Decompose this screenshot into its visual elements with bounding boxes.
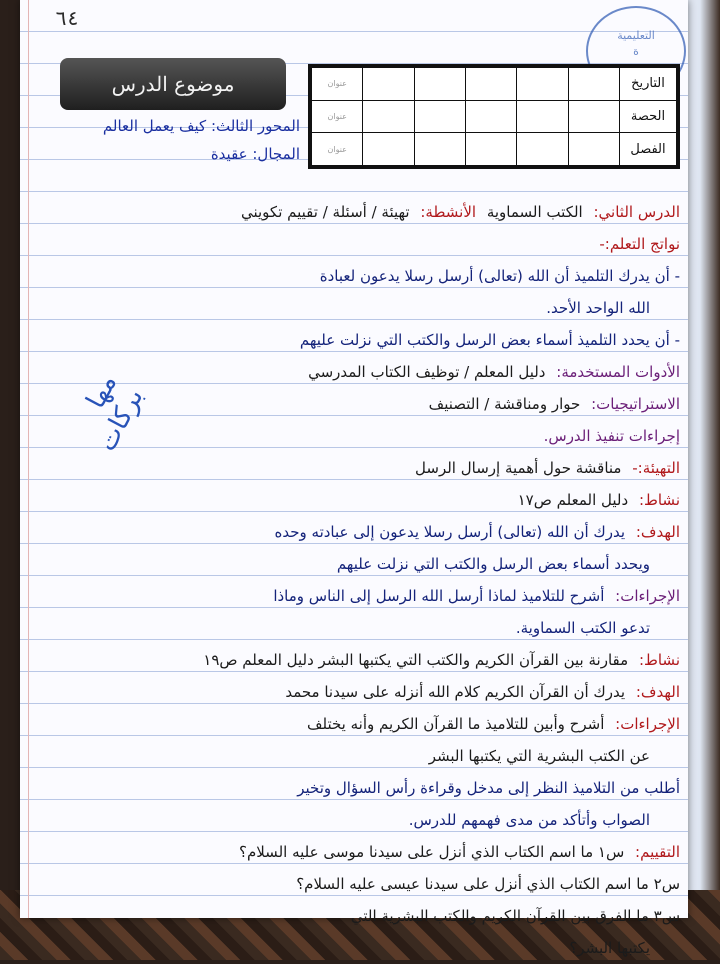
steps-text-b: تدعو الكتب السماوية. bbox=[515, 619, 650, 637]
tools-text: دليل المعلم / توظيف الكتاب المدرسي bbox=[308, 363, 546, 381]
margin-line bbox=[28, 0, 29, 918]
strategies-label: الاستراتيجيات: bbox=[591, 395, 680, 413]
eval-q2: س٢ ما اسم الكتاب الذي أنزل على سيدنا عيسى عليه السلام؟ bbox=[296, 875, 680, 893]
header-axis-field bbox=[60, 112, 300, 170]
strategies-text: حوار ومناقشة / التصنيف bbox=[428, 395, 581, 413]
steps2-text-a: أشرح وأبين للتلاميذ ما القرآن الكريم وأنه يختلف bbox=[306, 715, 605, 733]
lesson-label: الدرس الثاني: bbox=[593, 203, 680, 221]
steps-text-a: أشرح للتلاميذ لماذا أرسل الله الرسل إلى الناس وماذا bbox=[273, 587, 605, 605]
lesson-topic-label: موضوع الدرس bbox=[60, 58, 286, 110]
field-text: المجال: عقيدة bbox=[210, 145, 300, 163]
goal2-label: الهدف: bbox=[635, 683, 680, 701]
outcome-1b: الله الواحد الأحد. bbox=[546, 299, 650, 317]
schedule-cell: عنوان bbox=[312, 68, 363, 101]
axis-text: المحور الثالث: كيف يعمل العالم bbox=[102, 117, 300, 135]
steps-line bbox=[50, 580, 680, 612]
procedures-label: إجراءات تنفيذ الدرس. bbox=[543, 427, 680, 445]
activity-text: دليل المعلم ص١٧ bbox=[517, 491, 629, 509]
lesson-plan-body bbox=[50, 196, 680, 964]
steps2-text-c: أطلب من التلاميذ النظر إلى مدخل وقراءة رأس السؤال وتخير bbox=[297, 779, 680, 797]
warmup-text: مناقشة حول أهمية إرسال الرسل bbox=[415, 459, 622, 477]
activity-label: نشاط: bbox=[638, 491, 680, 509]
activity2-text: مقارنة بين القرآن الكريم والكتب التي يكتبها البشر دليل المعلم ص١٩ bbox=[203, 651, 629, 669]
activity2-label: نشاط: bbox=[638, 651, 680, 669]
activities-text: تهيئة / أسئلة / تقييم تكويني bbox=[240, 203, 410, 221]
schedule-cell: عنوان bbox=[312, 100, 363, 133]
schedule-row-date bbox=[312, 68, 677, 101]
stamp-text-2: ة bbox=[633, 45, 639, 58]
goal-label: الهدف: bbox=[635, 523, 680, 541]
tools-label: الأدوات المستخدمة: bbox=[556, 363, 680, 381]
eval-q3: س٣ ما الفرق بين القرآن الكريم والكتب البشرية التي bbox=[350, 907, 680, 925]
activity-line bbox=[50, 484, 680, 516]
lesson-title: الكتب السماوية bbox=[486, 203, 583, 221]
stamp-text-1: التعليمية bbox=[617, 29, 655, 42]
goal-text-a: يدرك أن الله (تعالى) أرسل رسلا يدعون إلى عبادته وحده bbox=[274, 523, 626, 541]
goal2-text: يدرك أن القرآن الكريم كلام الله أنزله على سيدنا محمد bbox=[285, 683, 626, 701]
notebook-page bbox=[20, 0, 688, 957]
outcomes-label: نواتج التعلم:- bbox=[599, 235, 680, 253]
lesson-line bbox=[50, 196, 680, 228]
activities-label: الأنشطة: bbox=[420, 203, 477, 221]
schedule-label-date: التاريخ bbox=[620, 68, 677, 101]
goal-line bbox=[50, 516, 680, 548]
page-number: ٦٤ bbox=[55, 6, 80, 30]
schedule-label-period: الحصة bbox=[620, 100, 677, 133]
steps-label: الإجراءات: bbox=[615, 587, 680, 605]
steps2-line bbox=[50, 708, 680, 740]
steps2-text-d: الصواب وأتأكد من مدى فهمهم للدرس. bbox=[408, 811, 650, 829]
eval-q1: س١ ما اسم الكتاب الذي أنزل على سيدنا موسى عليه السلام؟ bbox=[238, 843, 625, 861]
schedule-row-period bbox=[312, 100, 677, 133]
goal-text-b: ويحدد أسماء بعض الرسل والكتب التي نزلت عليهم bbox=[336, 555, 650, 573]
eval-line-1 bbox=[50, 836, 680, 868]
schedule-cell: عنوان bbox=[312, 133, 363, 166]
eval-label: التقييم: bbox=[635, 843, 680, 861]
schedule-row-class bbox=[312, 133, 677, 166]
schedule-grid bbox=[308, 64, 680, 169]
activity2-line bbox=[50, 644, 680, 676]
outcome-1a: - أن يدرك التلميذ أن الله (تعالى) أرسل رسلا يدعون لعبادة bbox=[319, 267, 680, 285]
eval-q3b: يكتبها البشر؟ bbox=[569, 939, 650, 957]
outcome-2: - أن يحدد التلميذ أسماء بعض الرسل والكتب التي نزلت عليهم bbox=[299, 331, 680, 349]
steps2-label: الإجراءات: bbox=[615, 715, 680, 733]
steps2-text-b: عن الكتب البشرية التي يكتبها البشر bbox=[428, 747, 650, 765]
tools-line bbox=[50, 356, 680, 388]
goal2-line bbox=[50, 676, 680, 708]
handwritten-signature: مها بركات bbox=[80, 369, 150, 457]
schedule-label-class: الفصل bbox=[620, 133, 677, 166]
warmup-label: التهيئة:- bbox=[632, 459, 680, 477]
